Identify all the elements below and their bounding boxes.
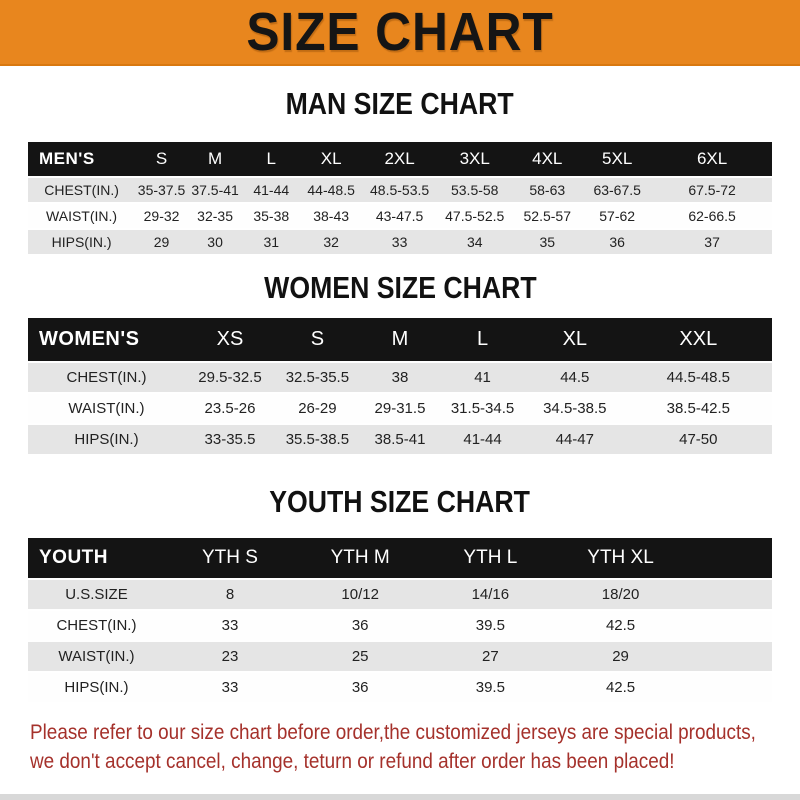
cell-value: 35.5-38.5 [275, 425, 360, 454]
men-chest-row [28, 178, 772, 202]
row-label: HIPS(IN.) [28, 230, 135, 254]
youth-col-header: YTH M [295, 538, 425, 578]
men-col-header: 4XL [512, 142, 582, 176]
men-col-header: 2XL [362, 142, 437, 176]
banner-title: SIZE CHART [246, 2, 554, 62]
youth-col-header: YTH XL [555, 538, 685, 578]
cell-value: 32.5-35.5 [275, 363, 360, 392]
youth-chest-row [28, 611, 772, 640]
cell-value: 34.5-38.5 [525, 394, 625, 423]
spacer-cell [686, 538, 772, 578]
row-label: CHEST(IN.) [28, 178, 135, 202]
cell-value: 42.5 [555, 611, 685, 640]
cell-value: 10/12 [295, 580, 425, 609]
youth-col-header: YTH L [425, 538, 555, 578]
footer-note [30, 718, 756, 776]
men-section-heading [0, 86, 800, 122]
row-label: HIPS(IN.) [28, 425, 185, 454]
row-label: HIPS(IN.) [28, 673, 165, 702]
cell-value: 44-47 [525, 425, 625, 454]
youth-header-row [28, 538, 772, 578]
cell-value: 38 [360, 363, 440, 392]
men-col-header: M [188, 142, 242, 176]
cell-value: 32 [300, 230, 362, 254]
row-label: U.S.SIZE [28, 580, 165, 609]
men-col-header: 5XL [582, 142, 652, 176]
women-size-table [28, 316, 772, 456]
footer-line-1: Please refer to our size chart before order,the customized jerseys are special products, [30, 721, 756, 744]
cell-value: 38.5-41 [360, 425, 440, 454]
row-label: CHEST(IN.) [28, 363, 185, 392]
youth-waist-row [28, 642, 772, 671]
men-col-header: S [135, 142, 188, 176]
cell-value: 38.5-42.5 [625, 394, 772, 423]
cell-value: 34 [437, 230, 512, 254]
youth-size-table [28, 536, 772, 704]
cell-value: 38-43 [300, 204, 362, 228]
cell-value: 47-50 [625, 425, 772, 454]
women-heading-text: WOMEN SIZE CHART [263, 270, 537, 305]
size-chart-banner [0, 0, 800, 66]
cell-value: 41-44 [440, 425, 525, 454]
cell-value: 31.5-34.5 [440, 394, 525, 423]
cell-value: 31 [242, 230, 300, 254]
men-table-title: MEN'S [28, 142, 135, 176]
cell-value: 33-35.5 [185, 425, 275, 454]
women-col-header: XS [185, 318, 275, 361]
cell-value: 63-67.5 [582, 178, 652, 202]
row-label: WAIST(IN.) [28, 204, 135, 228]
men-waist-row [28, 204, 772, 228]
cell-value: 30 [188, 230, 242, 254]
women-col-header: XXL [625, 318, 772, 361]
men-col-header: XL [300, 142, 362, 176]
cell-value: 36 [295, 611, 425, 640]
cell-value: 35 [512, 230, 582, 254]
women-section-heading [0, 270, 800, 306]
cell-value: 37.5-41 [188, 178, 242, 202]
cell-value: 18/20 [555, 580, 685, 609]
cell-value: 35-38 [242, 204, 300, 228]
men-header-row [28, 142, 772, 176]
cell-value: 58-63 [512, 178, 582, 202]
cell-value: 29 [135, 230, 188, 254]
cell-value: 29-31.5 [360, 394, 440, 423]
cell-value: 47.5-52.5 [437, 204, 512, 228]
spacer-cell [686, 580, 772, 609]
cell-value: 27 [425, 642, 555, 671]
spacer-cell [686, 642, 772, 671]
row-label: WAIST(IN.) [28, 394, 185, 423]
women-hips-row [28, 425, 772, 454]
spacer-cell [686, 673, 772, 702]
women-col-header: L [440, 318, 525, 361]
spacer-cell [686, 611, 772, 640]
cell-value: 43-47.5 [362, 204, 437, 228]
footer-line-2: we don't accept cancel, change, teturn or refund after order has been placed! [30, 750, 675, 773]
cell-value: 23 [165, 642, 295, 671]
cell-value: 35-37.5 [135, 178, 188, 202]
cell-value: 33 [165, 611, 295, 640]
women-chest-row [28, 363, 772, 392]
women-col-header: M [360, 318, 440, 361]
cell-value: 29 [555, 642, 685, 671]
cell-value: 32-35 [188, 204, 242, 228]
cell-value: 44-48.5 [300, 178, 362, 202]
women-waist-row [28, 394, 772, 423]
youth-section-heading [0, 484, 800, 520]
cell-value: 44.5-48.5 [625, 363, 772, 392]
cell-value: 33 [362, 230, 437, 254]
cell-value: 29.5-32.5 [185, 363, 275, 392]
row-label: CHEST(IN.) [28, 611, 165, 640]
bottom-edge-strip [0, 794, 800, 800]
youth-col-header: YTH S [165, 538, 295, 578]
men-col-header: 6XL [652, 142, 772, 176]
cell-value: 67.5-72 [652, 178, 772, 202]
cell-value: 44.5 [525, 363, 625, 392]
cell-value: 14/16 [425, 580, 555, 609]
men-hips-row [28, 230, 772, 254]
cell-value: 37 [652, 230, 772, 254]
cell-value: 26-29 [275, 394, 360, 423]
cell-value: 23.5-26 [185, 394, 275, 423]
cell-value: 25 [295, 642, 425, 671]
cell-value: 39.5 [425, 673, 555, 702]
cell-value: 39.5 [425, 611, 555, 640]
women-table-title: WOMEN'S [28, 318, 185, 361]
row-label: WAIST(IN.) [28, 642, 165, 671]
youth-hips-row [28, 673, 772, 702]
women-col-header: XL [525, 318, 625, 361]
cell-value: 57-62 [582, 204, 652, 228]
cell-value: 41-44 [242, 178, 300, 202]
women-col-header: S [275, 318, 360, 361]
cell-value: 8 [165, 580, 295, 609]
men-col-header: 3XL [437, 142, 512, 176]
youth-ussize-row [28, 580, 772, 609]
men-col-header: L [242, 142, 300, 176]
youth-table-title: YOUTH [28, 538, 165, 578]
cell-value: 29-32 [135, 204, 188, 228]
men-size-table [28, 140, 772, 256]
cell-value: 36 [295, 673, 425, 702]
cell-value: 52.5-57 [512, 204, 582, 228]
cell-value: 41 [440, 363, 525, 392]
cell-value: 53.5-58 [437, 178, 512, 202]
cell-value: 42.5 [555, 673, 685, 702]
cell-value: 36 [582, 230, 652, 254]
youth-heading-text: YOUTH SIZE CHART [269, 484, 531, 519]
men-heading-text: MAN SIZE CHART [285, 86, 515, 121]
cell-value: 33 [165, 673, 295, 702]
women-header-row [28, 318, 772, 361]
cell-value: 48.5-53.5 [362, 178, 437, 202]
cell-value: 62-66.5 [652, 204, 772, 228]
